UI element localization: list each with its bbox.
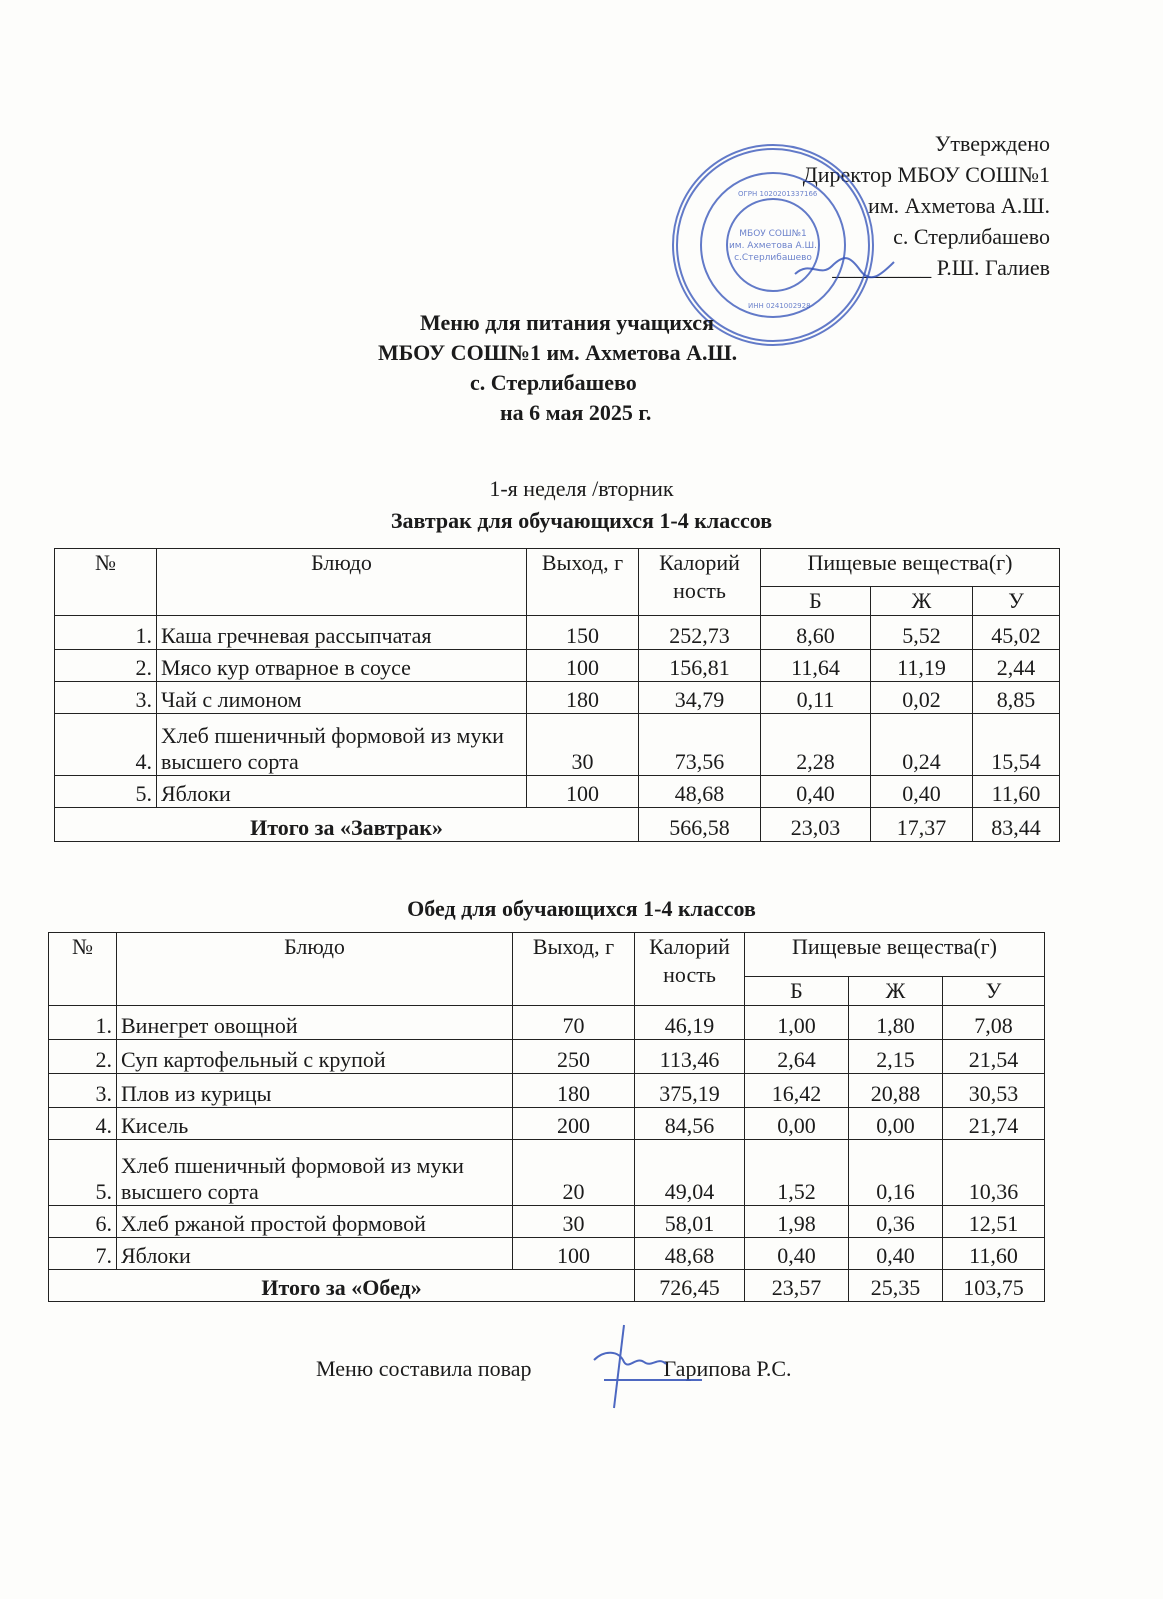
col-header-dish: Блюдо <box>117 933 513 1006</box>
row-number: 2. <box>55 650 157 682</box>
breakfast-total-b: 23,03 <box>761 808 871 842</box>
svg-text:с.Стерлибашево: с.Стерлибашево <box>734 253 812 263</box>
director-signature <box>790 252 900 282</box>
table-row <box>55 714 1060 776</box>
row-kcal: 49,04 <box>635 1140 745 1206</box>
row-kcal: 375,19 <box>635 1074 745 1108</box>
row-carbs: 2,44 <box>973 650 1060 682</box>
row-yield: 30 <box>513 1206 635 1238</box>
title-line-1: Меню для питания учащихся <box>420 310 714 335</box>
approval-position: Директор МБОУ СОШ№1 <box>802 162 1050 187</box>
row-carbs: 12,51 <box>943 1206 1045 1238</box>
approval-school: им. Ахметова А.Ш. <box>867 193 1050 218</box>
col-header-b: Б <box>745 977 849 1006</box>
row-dish: Мясо кур отварное в соусе <box>157 650 527 682</box>
row-dish: Яблоки <box>157 776 527 808</box>
row-protein: 1,98 <box>745 1206 849 1238</box>
row-number: 5. <box>49 1140 117 1206</box>
row-carbs: 21,54 <box>943 1040 1045 1074</box>
lunch-total-kcal: 726,45 <box>635 1270 745 1302</box>
row-yield: 100 <box>527 650 639 682</box>
title-line-2: МБОУ СОШ№1 им. Ахметова А.Ш. <box>378 340 738 365</box>
table-row <box>49 1206 1045 1238</box>
lunch-total-row <box>49 1270 1045 1302</box>
row-fat: 0,36 <box>849 1206 943 1238</box>
table-row <box>55 776 1060 808</box>
row-kcal: 252,73 <box>639 616 761 650</box>
row-kcal: 34,79 <box>639 682 761 714</box>
row-fat: 2,15 <box>849 1040 943 1074</box>
row-kcal: 113,46 <box>635 1040 745 1074</box>
svg-text:ОГРН 1020201337166: ОГРН 1020201337166 <box>738 190 818 198</box>
row-protein: 2,64 <box>745 1040 849 1074</box>
week-label: 1-я неделя /вторник <box>489 476 674 501</box>
row-protein: 1,52 <box>745 1140 849 1206</box>
svg-text:им. Ахметова А.Ш.: им. Ахметова А.Ш. <box>728 241 818 251</box>
table-row <box>49 1238 1045 1270</box>
row-yield: 150 <box>527 616 639 650</box>
title-date: на 6 мая 2025 г. <box>500 400 652 425</box>
row-number: 1. <box>55 616 157 650</box>
row-dish: Суп картофельный с крупой <box>117 1040 513 1074</box>
approval-village: с. Стерлибашево <box>893 224 1050 249</box>
row-kcal: 73,56 <box>639 714 761 776</box>
row-yield: 100 <box>513 1238 635 1270</box>
col-header-dish: Блюдо <box>157 549 527 616</box>
approval-title: Утверждено <box>934 131 1050 156</box>
breakfast-table <box>54 548 1060 842</box>
row-kcal: 48,68 <box>635 1238 745 1270</box>
row-yield: 180 <box>527 682 639 714</box>
col-header-nutrients: Пищевые вещества(г) <box>761 549 1060 587</box>
row-dish: Хлеб пшеничный формовой из муки высшего сорта <box>157 714 527 776</box>
row-number: 5. <box>55 776 157 808</box>
row-fat: 20,88 <box>849 1074 943 1108</box>
row-carbs: 7,08 <box>943 1006 1045 1040</box>
table-row <box>49 1140 1045 1206</box>
row-protein: 16,42 <box>745 1074 849 1108</box>
row-fat: 0,40 <box>849 1238 943 1270</box>
row-protein: 2,28 <box>761 714 871 776</box>
breakfast-total-label: Итого за «Завтрак» <box>55 808 639 842</box>
row-yield: 100 <box>527 776 639 808</box>
row-yield: 20 <box>513 1140 635 1206</box>
row-dish: Хлеб пшеничный формовой из муки высшего сорта <box>117 1140 513 1206</box>
row-kcal: 58,01 <box>635 1206 745 1238</box>
lunch-caption: Обед для обучающихся 1-4 классов <box>407 896 756 921</box>
row-protein: 0,11 <box>761 682 871 714</box>
lunch-total-zh: 25,35 <box>849 1270 943 1302</box>
row-carbs: 11,60 <box>973 776 1060 808</box>
row-yield: 200 <box>513 1108 635 1140</box>
table-row <box>55 682 1060 714</box>
row-yield: 70 <box>513 1006 635 1040</box>
row-number: 6. <box>49 1206 117 1238</box>
breakfast-total-u: 83,44 <box>973 808 1060 842</box>
row-kcal: 84,56 <box>635 1108 745 1140</box>
row-fat: 11,19 <box>871 650 973 682</box>
row-protein: 1,00 <box>745 1006 849 1040</box>
col-header-no: № <box>49 933 117 1006</box>
col-header-yield: Выход, г <box>527 549 639 616</box>
row-kcal: 48,68 <box>639 776 761 808</box>
lunch-total-u: 103,75 <box>943 1270 1045 1302</box>
breakfast-total-zh: 17,37 <box>871 808 973 842</box>
row-number: 2. <box>49 1040 117 1074</box>
cook-signature <box>574 1320 704 1410</box>
row-fat: 0,00 <box>849 1108 943 1140</box>
row-dish: Каша гречневая рассыпчатая <box>157 616 527 650</box>
table-row <box>49 1108 1045 1140</box>
col-header-kcal: Калорий ность <box>639 549 761 616</box>
row-number: 7. <box>49 1238 117 1270</box>
row-fat: 5,52 <box>871 616 973 650</box>
row-yield: 180 <box>513 1074 635 1108</box>
breakfast-total-kcal: 566,58 <box>639 808 761 842</box>
footer-line <box>316 1356 792 1382</box>
footer-cook-name: Гарипова Р.С. <box>663 1356 792 1381</box>
row-yield: 250 <box>513 1040 635 1074</box>
table-row <box>49 1074 1045 1108</box>
row-dish: Кисель <box>117 1108 513 1140</box>
row-number: 4. <box>55 714 157 776</box>
breakfast-total-row <box>55 808 1060 842</box>
title-line-3: с. Стерлибашево <box>470 370 637 395</box>
table-row <box>49 1040 1045 1074</box>
row-yield: 30 <box>527 714 639 776</box>
row-dish: Плов из курицы <box>117 1074 513 1108</box>
lunch-total-b: 23,57 <box>745 1270 849 1302</box>
col-header-no: № <box>55 549 157 616</box>
row-fat: 0,24 <box>871 714 973 776</box>
svg-text:МБОУ СОШ№1: МБОУ СОШ№1 <box>739 229 807 239</box>
row-number: 3. <box>49 1074 117 1108</box>
row-protein: 0,40 <box>761 776 871 808</box>
row-carbs: 15,54 <box>973 714 1060 776</box>
col-header-u: У <box>943 977 1045 1006</box>
row-kcal: 46,19 <box>635 1006 745 1040</box>
svg-text:ИНН 0241002928: ИНН 0241002928 <box>748 302 811 310</box>
row-protein: 8,60 <box>761 616 871 650</box>
row-dish: Винегрет овощной <box>117 1006 513 1040</box>
row-dish: Чай с лимоном <box>157 682 527 714</box>
row-dish: Хлеб ржаной простой формовой <box>117 1206 513 1238</box>
row-number: 4. <box>49 1108 117 1140</box>
lunch-table <box>48 932 1045 1302</box>
row-kcal: 156,81 <box>639 650 761 682</box>
col-header-nutrients: Пищевые вещества(г) <box>745 933 1045 977</box>
col-header-kcal: Калорий ность <box>635 933 745 1006</box>
col-header-b: Б <box>761 587 871 616</box>
row-protein: 0,40 <box>745 1238 849 1270</box>
lunch-total-label: Итого за «Обед» <box>49 1270 635 1302</box>
col-header-zh: Ж <box>849 977 943 1006</box>
row-fat: 0,16 <box>849 1140 943 1206</box>
row-protein: 0,00 <box>745 1108 849 1140</box>
row-fat: 1,80 <box>849 1006 943 1040</box>
table-row <box>49 1006 1045 1040</box>
table-row <box>55 650 1060 682</box>
row-carbs: 21,74 <box>943 1108 1045 1140</box>
row-carbs: 11,60 <box>943 1238 1045 1270</box>
table-row <box>55 616 1060 650</box>
row-carbs: 8,85 <box>973 682 1060 714</box>
col-header-yield: Выход, г <box>513 933 635 1006</box>
row-carbs: 10,36 <box>943 1140 1045 1206</box>
footer-composed-by: Меню составила повар <box>316 1356 532 1381</box>
row-fat: 0,40 <box>871 776 973 808</box>
row-dish: Яблоки <box>117 1238 513 1270</box>
col-header-u: У <box>973 587 1060 616</box>
approval-signatory: _________ Р.Ш. Галиев <box>832 255 1050 280</box>
row-number: 3. <box>55 682 157 714</box>
col-header-zh: Ж <box>871 587 973 616</box>
document-title <box>330 308 850 428</box>
row-fat: 0,02 <box>871 682 973 714</box>
row-number: 1. <box>49 1006 117 1040</box>
row-carbs: 30,53 <box>943 1074 1045 1108</box>
row-carbs: 45,02 <box>973 616 1060 650</box>
row-protein: 11,64 <box>761 650 871 682</box>
breakfast-caption: Завтрак для обучающихся 1-4 классов <box>390 508 773 533</box>
